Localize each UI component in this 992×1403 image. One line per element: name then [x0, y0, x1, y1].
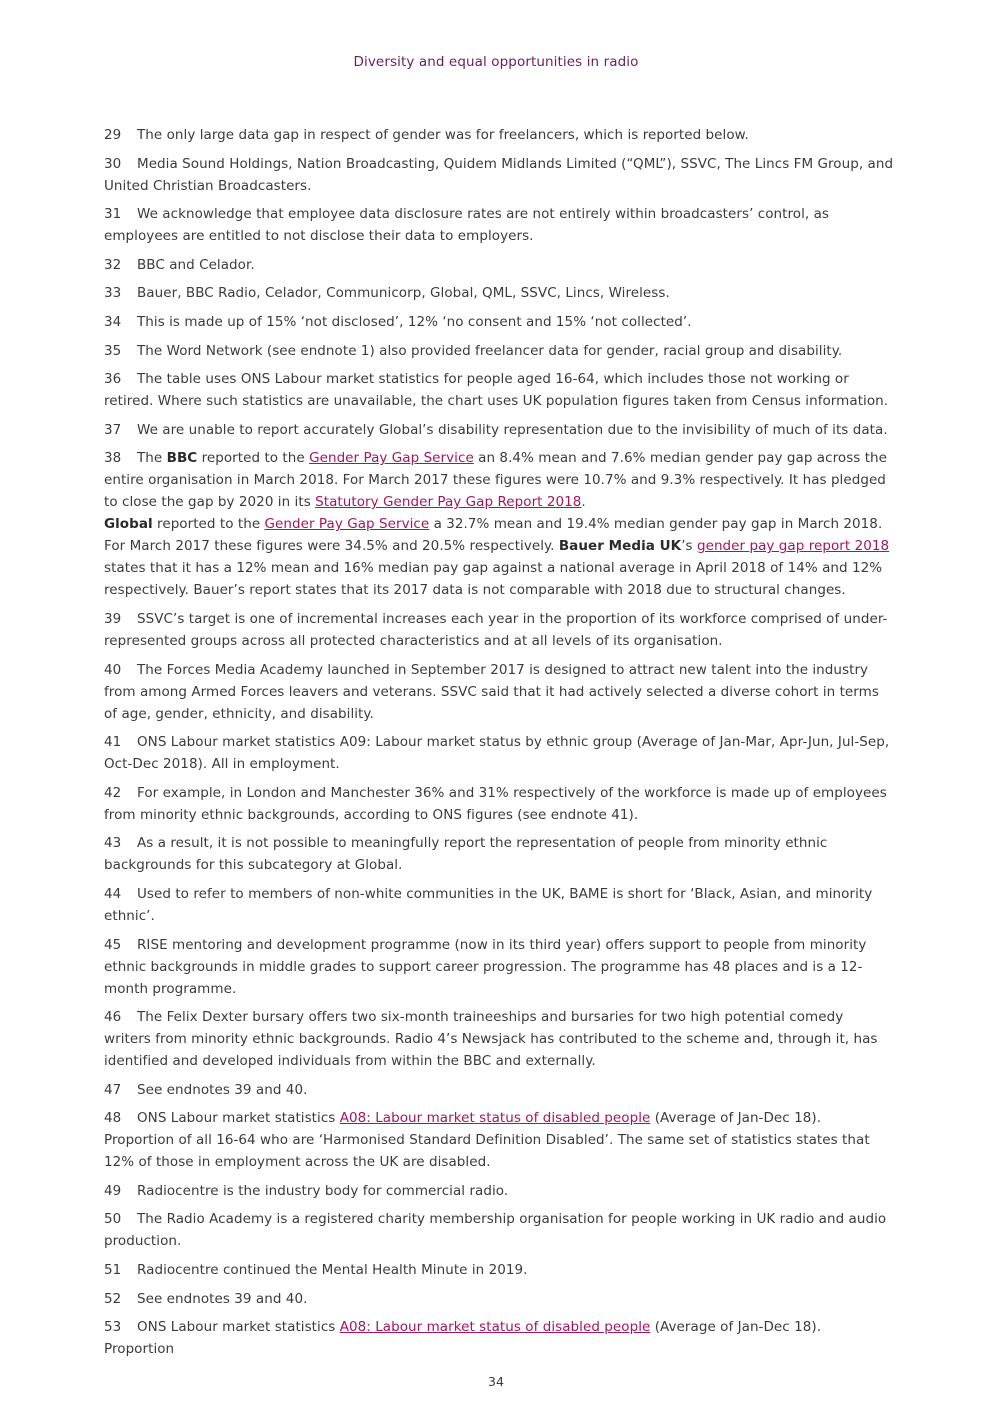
- endnote-47: [104, 1079, 894, 1101]
- endnote-51: [104, 1259, 894, 1281]
- endnote-42: [104, 782, 894, 826]
- endnote-text: This is made up of 15% ‘not disclosed’, 12% ‘no consent and 15% ‘not collected’.: [137, 313, 692, 330]
- endnote-text: SSVC’s target is one of incremental increases each year in the proportion of its workforce comprised of under-represented groups across all protected characteristics and at all levels of its organisation.: [104, 610, 888, 649]
- endnote-number: 40: [104, 661, 122, 678]
- endnote-number: 30: [104, 155, 122, 172]
- endnote-43: [104, 832, 894, 876]
- endnote-text: The Felix Dexter bursary offers two six-month traineeships and bursaries for two high potential comedy writers from minority ethnic backgrounds. Radio 4’s Newsjack has contributed to the scheme and, through it, has identified and developed individuals from within the BBC and externally.: [104, 1009, 878, 1070]
- endnote-number: 35: [104, 342, 122, 359]
- endnote-number: 45: [104, 936, 122, 953]
- bauer-label: Bauer Media UK: [558, 538, 682, 555]
- endnote-number: 48: [104, 1110, 122, 1127]
- endnote-number: 41: [104, 734, 122, 751]
- endnote-number: 37: [104, 421, 122, 438]
- endnote-text: For example, in London and Manchester 36% and 31% respectively of the workforce is made up of employees from minority ethnic backgrounds, according to ONS figures (see endnote 41).: [104, 784, 887, 823]
- endnote-text: ONS Labour market statistics: [137, 1319, 340, 1336]
- ons-a08-disabled-people-link[interactable]: A08: Labour market status of disabled people: [339, 1110, 651, 1127]
- endnote-41: [104, 731, 894, 775]
- endnote-48: [104, 1107, 894, 1173]
- endnote-46: [104, 1006, 894, 1072]
- endnote-text: The Radio Academy is a registered charity membership organisation for people working in UK radio and audio production.: [104, 1211, 887, 1250]
- gender-pay-gap-service-link[interactable]: Gender Pay Gap Service: [264, 516, 430, 533]
- endnote-number: 52: [104, 1290, 122, 1307]
- endnote-text: The table uses ONS Labour market statistics for people aged 16-64, which includes those not working or retired. Where such statistics are unavailable, the chart uses UK population figures taken from Census information.: [104, 371, 889, 410]
- endnote-text: states that it has a 12% mean and 16% median pay gap against a national average in April 2018 of 14% and 12% respectively. Bauer’s report states that its 2017 data is not comparable with 2018 due to structural changes.: [104, 560, 883, 599]
- endnote-32: [104, 254, 894, 276]
- endnote-number: 46: [104, 1009, 122, 1026]
- endnote-49: [104, 1180, 894, 1202]
- endnote-number: 32: [104, 256, 122, 273]
- endnote-number: 50: [104, 1211, 122, 1228]
- endnote-text: BBC and Celador.: [137, 256, 255, 273]
- endnote-number: 42: [104, 784, 122, 801]
- endnote-45: [104, 934, 894, 1000]
- endnotes-list: [104, 124, 894, 1367]
- bbc-label: BBC: [166, 450, 198, 467]
- endnote-text: The only large data gap in respect of gender was for freelancers, which is reported below.: [137, 127, 749, 143]
- endnote-text: The Word Network (see endnote 1) also provided freelancer data for gender, racial group and disability.: [137, 342, 843, 359]
- endnote-text: See endnotes 39 and 40.: [137, 1290, 308, 1307]
- endnote-34: [104, 311, 894, 333]
- endnote-text: RISE mentoring and development programme (now in its third year) offers support to people from minority ethnic backgrounds in middle grades to support career progression. The programme has 48 places and is a 12-month programme.: [104, 936, 867, 997]
- gender-pay-gap-service-link[interactable]: Gender Pay Gap Service: [309, 450, 474, 467]
- endnote-31: [104, 203, 894, 247]
- endnote-text: a 32.7% mean and 19.4% median gender pay gap in March 2018. For March 2017 these figures were 34.5% and 20.5% respectively.: [104, 516, 883, 555]
- endnote-text: We are unable to report accurately Global’s disability representation due to the invisibility of much of its data.: [137, 421, 888, 438]
- endnote-text: reported to the: [152, 516, 265, 533]
- endnote-text: Radiocentre is the industry body for commercial radio.: [137, 1182, 509, 1199]
- endnote-text: .: [581, 494, 586, 511]
- endnote-text: Radiocentre continued the Mental Health Minute in 2019.: [137, 1262, 528, 1279]
- statutory-gender-pay-gap-report-link[interactable]: Statutory Gender Pay Gap Report 2018: [315, 494, 582, 511]
- endnote-text: ONS Labour market statistics: [137, 1110, 340, 1127]
- endnote-44: [104, 883, 894, 927]
- endnote-number: 38: [104, 450, 122, 467]
- endnote-number: 43: [104, 835, 122, 852]
- endnote-number: 36: [104, 371, 122, 388]
- endnote-number: 29: [104, 127, 122, 143]
- endnote-30: [104, 153, 894, 197]
- endnote-38: [104, 447, 894, 601]
- endnote-number: 49: [104, 1182, 122, 1199]
- endnote-53: [104, 1316, 894, 1360]
- endnote-number: 44: [104, 885, 122, 902]
- page-number: 34: [488, 1374, 504, 1389]
- endnote-text: ONS Labour market statistics A09: Labour market status by ethnic group (Average of Jan-Mar, Apr-Jun, Jul-Sep, Oct-Dec 2018). All in employment.: [104, 734, 890, 773]
- endnote-39: [104, 608, 894, 652]
- endnote-50: [104, 1208, 894, 1252]
- endnote-text: Media Sound Holdings, Nation Broadcasting, Quidem Midlands Limited (“QML”), SSVC, The Lincs FM Group, and United Christian Broadcasters.: [104, 155, 894, 194]
- endnote-number: 51: [104, 1262, 122, 1279]
- endnote-52: [104, 1288, 894, 1310]
- endnote-number: 31: [104, 206, 122, 223]
- ons-a08-disabled-people-link[interactable]: A08: Labour market status of disabled people: [339, 1319, 651, 1336]
- endnote-text: Bauer, BBC Radio, Celador, Communicorp, Global, QML, SSVC, Lincs, Wireless.: [137, 285, 670, 302]
- endnote-35: [104, 340, 894, 362]
- endnote-text: reported to the: [197, 450, 310, 467]
- endnote-text: an 8.4% mean and 7.6% median gender pay gap across the entire organisation in March 2018. For March 2017 these figures were 10.7% and 9.3% respectively. It has pledged to close the gap by 2020 in its: [104, 450, 888, 511]
- endnote-text: The: [137, 450, 167, 467]
- bauer-gender-pay-gap-report-link[interactable]: gender pay gap report 2018: [696, 538, 890, 555]
- endnote-text: See endnotes 39 and 40.: [137, 1081, 308, 1098]
- endnote-text: As a result, it is not possible to meaningfully report the representation of people from minority ethnic backgrounds for this subcategory at Global.: [104, 835, 828, 874]
- page-header-title: Diversity and equal opportunities in radio: [353, 54, 639, 70]
- global-label: Global: [104, 516, 153, 533]
- endnote-text: We acknowledge that employee data disclosure rates are not entirely within broadcasters’ control, as employees are entitled to not disclose their data to employers.: [104, 206, 829, 245]
- endnote-33: [104, 282, 894, 304]
- endnote-number: 39: [104, 610, 122, 627]
- endnote-text: The Forces Media Academy launched in September 2017 is designed to attract new talent into the industry from among Armed Forces leavers and veterans. SSVC said that it had actively selected a diverse cohort in terms of age, gender, ethnicity, and disability.: [104, 661, 879, 722]
- endnote-text: ’s: [681, 538, 697, 555]
- endnote-text: (Average of Jan-Dec 18). Proportion: [104, 1319, 822, 1358]
- endnote-number: 53: [104, 1319, 122, 1336]
- endnote-37: [104, 419, 894, 441]
- endnote-36: [104, 368, 894, 412]
- endnote-40: [104, 659, 894, 725]
- endnote-number: 47: [104, 1081, 122, 1098]
- endnote-29: [104, 124, 894, 146]
- endnote-number: 34: [104, 313, 122, 330]
- endnote-text: (Average of Jan-Dec 18). Proportion of all 16-64 who are ‘Harmonised Standard Definition Disabled’. The same set of statistics states that 12% of those in employment across the UK are disabled.: [104, 1110, 870, 1171]
- endnote-number: 33: [104, 285, 122, 302]
- endnote-text: Used to refer to members of non-white communities in the UK, BAME is short for ‘Black, Asian, and minority ethnic’.: [104, 885, 873, 924]
